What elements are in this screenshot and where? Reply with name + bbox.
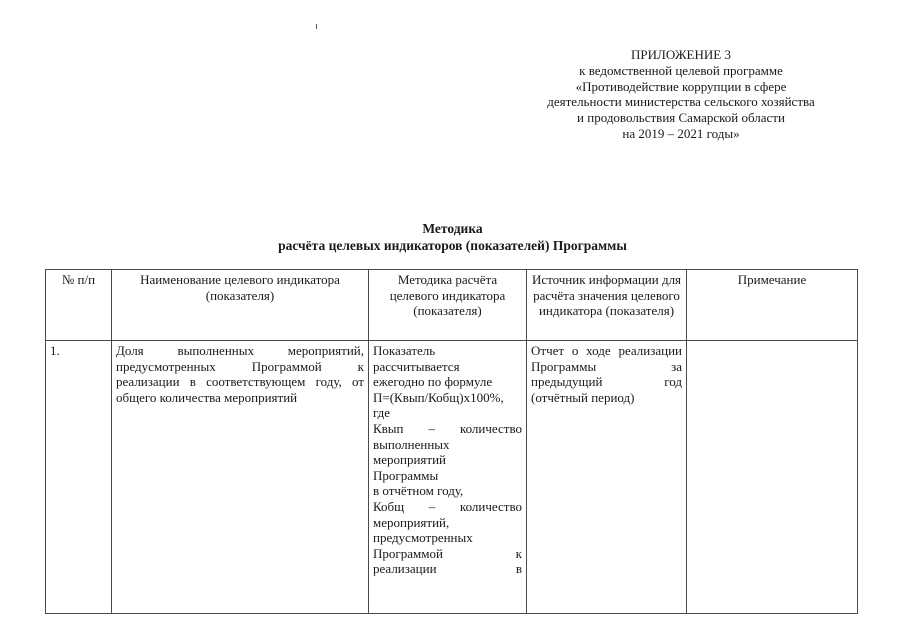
indicators-table: [45, 269, 858, 614]
scan-mark: [316, 24, 317, 29]
document-title: Методика: [422, 221, 483, 236]
header-num: № п/п: [46, 270, 112, 341]
table-row: [46, 341, 858, 614]
row-num: 1.: [46, 341, 112, 614]
row-source: Отчет о ходе реализации Программы за предыдущий год (отчётный период): [527, 341, 687, 614]
method-line: П=(Квып/Кобщ)х100%,: [373, 389, 504, 405]
header-name: Наименование целевого индикатора (показателя): [112, 270, 369, 341]
method-line: Кобщ – количество: [373, 498, 522, 514]
appendix-line: деятельности министерства сельского хозяйства: [547, 94, 815, 110]
method-line: мероприятий,: [373, 514, 450, 530]
method-line: Программой к: [373, 545, 522, 561]
appendix-header: [505, 47, 857, 142]
method-line: где: [373, 405, 391, 421]
method-line: Квып – количество: [373, 420, 522, 436]
method-line: Программы: [373, 467, 439, 483]
method-line: реализации в: [373, 561, 522, 577]
method-line: ежегодно по формуле: [373, 374, 493, 390]
appendix-line: к ведомственной целевой программе: [579, 62, 783, 78]
appendix-line: и продовольствия Самарской области: [577, 110, 785, 126]
method-line: в отчётном году,: [373, 483, 464, 499]
header-method: Методика расчёта целевого индикатора (показателя): [369, 270, 527, 341]
appendix-line: «Противодействие коррупции в сфере: [575, 78, 787, 94]
method-line: рассчитывается: [373, 358, 460, 374]
appendix-line: ПРИЛОЖЕНИЕ 3: [631, 47, 731, 62]
row-name: Доля выполненных мероприятий, предусмотренных Программой к реализации в соответствующем году, от общего количества мероприятий: [112, 341, 369, 614]
appendix-line: на 2019 – 2021 годы»: [622, 125, 740, 141]
row-method: [369, 341, 527, 614]
method-line: мероприятий: [373, 452, 446, 468]
row-note: [687, 341, 858, 614]
header-note: Примечание: [687, 270, 858, 341]
method-line: Показатель: [373, 343, 436, 358]
table-header-row: [46, 270, 858, 341]
header-source: Источник информации для расчёта значения целевого индикатора (показателя): [527, 270, 687, 341]
document-subtitle: расчёта целевых индикаторов (показателей) Программы: [278, 238, 627, 253]
method-line: предусмотренных: [373, 530, 473, 546]
method-line: выполненных: [373, 436, 450, 452]
